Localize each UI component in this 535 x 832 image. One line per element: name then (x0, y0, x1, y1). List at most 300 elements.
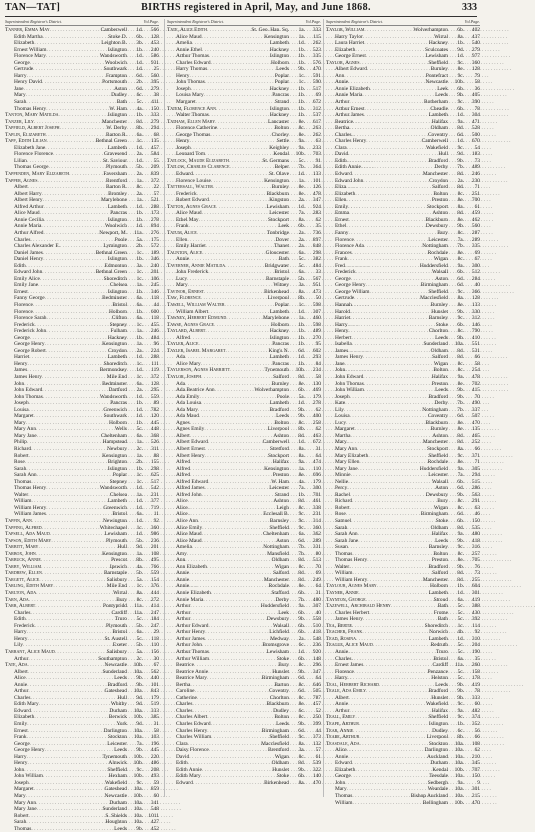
entry-name: Tarr, Albert (5, 603, 36, 610)
entry-district: Islington (269, 105, 289, 112)
entry-volume: 8a. (298, 452, 305, 459)
entry-page: 69 (474, 249, 480, 256)
entry-volume: 8e. (298, 118, 305, 125)
entry-district: Derby (434, 164, 448, 171)
entry-name: Taylor, Agnes (326, 59, 360, 66)
entry-district: Hull (438, 151, 448, 158)
entry-volume: 9b. (298, 413, 305, 420)
entry-district: W. Ham (271, 478, 289, 485)
entry-page: 495 (150, 557, 159, 564)
entry-volume: 9d. (136, 701, 143, 708)
entry-district: Sunderland (102, 806, 127, 813)
entry-page: 535 (471, 524, 480, 531)
entry-page: 705 (471, 557, 480, 564)
entry-name: Margaret (14, 413, 34, 420)
entry-volume: 1b. (298, 85, 305, 92)
entry-page: 92 (474, 629, 480, 636)
entry-district: Bolton (274, 125, 289, 132)
entry-page: 284 (471, 275, 480, 282)
entry-name: Emily Jane (14, 282, 39, 289)
entry-name: Tapping, Alfred (5, 524, 42, 531)
entry-name: Tatem, Florence Ann (167, 105, 217, 112)
entry-volume: 9a. (457, 779, 464, 786)
entry-volume: 8d. (457, 576, 464, 583)
entry-name: Alice (14, 675, 26, 682)
entry-name: Albert Henry (14, 197, 43, 204)
entry-district: Lewisham (425, 53, 448, 60)
entry-name: Alice Maud (176, 537, 202, 544)
entry-volume: 8e. (457, 380, 464, 387)
entry-name: Emily (14, 720, 28, 727)
entry-district: Lewisham (266, 203, 289, 210)
entry-district: Kendal (432, 766, 448, 773)
entry-page: 262 (312, 40, 321, 47)
entry-volume: 8d. (457, 171, 464, 178)
entry-volume: 8a. (136, 590, 143, 597)
entry-district: Chelsea (109, 282, 127, 289)
entry-volume: 6a. (136, 301, 143, 308)
entry-page: 395 (150, 79, 159, 86)
entry-district: Witney (273, 282, 289, 289)
entry-district: Marylebone (262, 315, 289, 322)
entry-name: Thomas Henry (14, 105, 47, 112)
entry-name: Tarbox, John (5, 550, 36, 557)
entry-name: John Edward (14, 387, 43, 394)
entry-name: Tear, Annie (326, 727, 354, 734)
entry-name: Annie Cecilia (14, 216, 44, 223)
entry-volume: 10a. (133, 688, 143, 695)
column-header-volume: Vol. (143, 19, 150, 24)
entry-name: George Henry (335, 282, 366, 289)
entry-volume: 9a. (457, 707, 464, 714)
entry-volume: 6b. (136, 33, 143, 40)
entry-volume: 9a. (298, 138, 305, 145)
entry-volume: 6a. (136, 380, 143, 387)
entry-page: 110 (151, 642, 159, 649)
entry-volume: 9c. (136, 779, 143, 786)
entry-volume: 7b. (298, 164, 305, 171)
entry-volume: 1d. (457, 635, 464, 642)
entry-name: Beatrice (176, 662, 194, 669)
entry-district: Lewisham (266, 648, 289, 655)
entry-district: Salford (432, 184, 448, 191)
entry-volume: 5c. (457, 616, 464, 623)
entry-name: Tarling, Edith Mary (5, 583, 54, 590)
entry-volume: 9a. (298, 144, 305, 151)
entry-page: 96 (153, 341, 159, 348)
entry-page: 461 (312, 498, 321, 505)
entry-name: Annie Maria (176, 596, 204, 603)
entry-page: 287 (471, 229, 480, 236)
entry-district: Plymouth (106, 537, 127, 544)
entry-page: 22 (153, 184, 159, 191)
entry-name: Annie (14, 681, 28, 688)
entry-volume: 1a. (298, 33, 305, 40)
entry-district: W. Derby (106, 125, 127, 132)
entry-volume: 2a. (298, 635, 305, 642)
entry-district: Bristol (112, 629, 127, 636)
entry-page: 132 (312, 740, 321, 747)
entry-page: 57 (315, 747, 321, 754)
entry-volume: 8a. (298, 779, 305, 786)
entry-district: Bolton (274, 714, 289, 721)
entry-name: Alfred (176, 465, 191, 472)
entry-name: Sarah (335, 524, 348, 531)
entry-name: Hannah (335, 301, 352, 308)
entry-district: Manchester (422, 576, 448, 583)
entry-page: 445 (150, 747, 159, 754)
entry-district: Whitechapel (99, 524, 127, 531)
entry-district: Bethnal Green (95, 249, 127, 256)
entry-district: Kensington (264, 177, 289, 184)
entry-district: Aston (435, 485, 448, 492)
entry-page: 58 (315, 373, 321, 380)
entry-page: 335 (471, 243, 480, 250)
entry-page: 576 (312, 59, 321, 66)
entry-district: Blackburn (266, 190, 289, 197)
entry-volume: 8a. (457, 446, 464, 452)
entry-district: Hunslet (431, 308, 448, 315)
entry-page: 69 (315, 570, 321, 577)
entry-volume: 8c. (298, 125, 305, 132)
entry-name: Tate, Alice Edith (167, 27, 207, 33)
entry-name: Richard (14, 446, 32, 452)
entry-district: Stockport (427, 203, 448, 210)
entry-page: 108 (471, 740, 480, 747)
entry-page: 390 (471, 99, 480, 106)
entry-district: Derby (275, 596, 289, 603)
entry-page: 135 (471, 426, 480, 433)
entry-district: Preston (431, 197, 448, 204)
entry-name: Daniel Henry (14, 256, 44, 263)
entry-name: George (335, 275, 351, 282)
entry-volume: 7b. (457, 406, 464, 413)
entry-name: Tayner, Annie (326, 590, 359, 597)
entry-name: Florence Louise (176, 177, 211, 184)
entry-volume: 8a. (457, 295, 464, 302)
entry-district: Bromley (108, 190, 127, 197)
entry-page: 559 (150, 393, 159, 400)
entry-name: Edith (14, 262, 26, 269)
entry-page: 542 (150, 485, 159, 492)
entry-district: St. Germans (262, 157, 289, 164)
entry-name: Annie (176, 256, 190, 263)
entry-district: Bradford (107, 681, 127, 688)
entry-district: Tynemouth (264, 367, 289, 374)
entry-district: Manchester (101, 118, 127, 125)
entry-page: 279 (150, 85, 159, 92)
entry-page: 507 (471, 413, 480, 420)
entry-page: 294 (150, 125, 159, 132)
entry-volume: 1d. (136, 53, 143, 60)
entry-name: Edith Martha (14, 33, 43, 40)
entry-volume: 1d. (136, 485, 143, 492)
entry-volume: 5c. (136, 99, 143, 106)
entry-page: 44 (315, 727, 321, 734)
entry-volume: 1b. (136, 400, 143, 407)
entry-name: George Robert (14, 347, 46, 354)
entry-volume: 9c. (457, 99, 464, 106)
entry-volume: 1d. (298, 354, 305, 361)
entry-page: 30 (153, 655, 159, 662)
entry-page: 67 (474, 256, 480, 263)
entry-district: Salisbury (106, 576, 127, 583)
entry-district: Barton R. (106, 131, 127, 138)
entry-volume: 1c. (136, 478, 143, 485)
entry-page: 346 (150, 288, 159, 295)
entry-name: Albert Edward (335, 66, 367, 73)
entry-name: Ethel (335, 223, 347, 230)
entry-name: Edith Mary (14, 701, 39, 708)
entry-page: 330 (471, 308, 480, 315)
column-header-district: Superintendent Registrar's District. (326, 19, 383, 24)
entry-district: Coventry (427, 413, 448, 420)
entry-name: Charles Henry (176, 727, 208, 734)
entry-page: 405 (471, 92, 480, 99)
entry-name: Arthur (335, 99, 350, 106)
entry-district: Wigan (274, 563, 289, 570)
entry-page: 61 (315, 753, 321, 760)
entry-district: Bolton (433, 190, 448, 197)
entry-volume: 7b. (457, 164, 464, 171)
entry-volume: 8b. (457, 734, 464, 741)
entry-name: Arthur William (176, 655, 210, 662)
entry-name: John William (335, 387, 364, 394)
entry-district: Derby (434, 400, 448, 407)
entry-volume: 9b. (298, 668, 305, 675)
entry-name: George Henry (14, 747, 45, 754)
entry-page: 304 (471, 112, 480, 119)
entry-page: 486 (150, 760, 159, 767)
entry-page: 62 (315, 426, 321, 433)
entry-district: Aston (114, 85, 127, 92)
entry-name: Frederick John (14, 328, 47, 335)
entry-district: Cheadle (430, 105, 448, 112)
entry-page: 240 (150, 262, 159, 269)
entry-name: Florence Florence (14, 151, 54, 158)
entry-volume: 8b. (298, 295, 305, 302)
entry-name: Mary Ellen (335, 459, 360, 466)
entry-name: Tawse, Agnes Grace (167, 321, 214, 328)
entry-name: David (176, 753, 190, 760)
entry-district: Lambeth (428, 635, 448, 642)
entry-page: 453 (150, 40, 159, 47)
entry-district: Wirral (113, 590, 127, 597)
entry-volume: 9a. (457, 262, 464, 269)
entry-page: 55 (153, 157, 159, 164)
entry-volume: 6a. (457, 655, 464, 662)
entry-volume: 1d. (457, 590, 464, 597)
entry-district: Leeds (435, 681, 448, 688)
entry-district: Bradford (428, 157, 448, 164)
entry-name: Lilian (14, 157, 27, 164)
entry-district: Poole (114, 236, 127, 243)
entry-district: Hunslet (431, 694, 448, 701)
entry-volume: 5a. (136, 648, 143, 655)
entry-district: Wakefield (425, 144, 448, 151)
entry-name: Thomas Henry (14, 485, 47, 492)
entry-name: George (14, 334, 30, 341)
entry-name: Tatton, Agnes Grace (167, 203, 216, 210)
entry-district: Newbury (106, 446, 127, 452)
entry-volume: 1c. (136, 583, 143, 590)
entry-district: Leicester (428, 472, 448, 479)
entry-page: 66 (474, 446, 480, 452)
entry-page: 56 (474, 727, 480, 734)
entry-volume: 9b. (298, 66, 305, 73)
entry-name: William Henry (14, 504, 47, 511)
entry-name: Elizabeth Jane (14, 144, 46, 151)
entry-district: Salford (273, 570, 289, 577)
entry-page: 528 (471, 125, 480, 132)
entry-page: 338 (312, 504, 321, 511)
entry-volume: 1d. (298, 400, 305, 407)
entry-volume: 8d. (298, 576, 305, 583)
entry-name: Taylor, William (326, 27, 365, 33)
entry-name: George Henry (14, 341, 45, 348)
entry-district: Leeds (276, 720, 289, 727)
entry-page: 787 (312, 694, 321, 701)
entry-page: 236 (150, 537, 159, 544)
entry-district: Rochdale (427, 459, 448, 466)
entry-volume: 1d. (136, 531, 143, 538)
entry-volume: 9c. (457, 315, 464, 322)
entry-volume: 6b. (298, 609, 305, 616)
entry-name: Arthur (14, 655, 29, 662)
entry-district: Stockport (268, 452, 289, 459)
entry-name: Mary Jane (335, 465, 358, 472)
entry-district: Camberwell (421, 138, 448, 145)
entry-name: Annie (335, 753, 349, 760)
entry-volume: 8c. (457, 190, 464, 197)
entry-name: Albert Henry (176, 452, 205, 459)
entry-district: Salford (273, 373, 289, 380)
entry-district: Lambeth (269, 354, 289, 361)
entry-name: Margaret (176, 99, 196, 106)
entry-volume: 1d. (136, 367, 143, 374)
entry-page: 1011 (148, 812, 159, 819)
entry-district: Sheffield (428, 288, 448, 295)
entry-name: David (335, 151, 349, 158)
entry-district: Alnwick (108, 760, 127, 767)
entry-volume: 9b. (298, 616, 305, 623)
entry-volume: 6b. (298, 629, 305, 636)
entry-name: Tanton, Mary Matilda (5, 112, 59, 119)
entry-name: Robert (335, 504, 350, 511)
entry-page: 128 (150, 33, 159, 40)
entry-district: W. Ham (109, 105, 127, 112)
entry-name: Amy (176, 550, 187, 557)
entry-page: 300 (312, 485, 321, 492)
entry-page: 108 (150, 550, 159, 557)
entry-volume: 1b. (298, 491, 305, 498)
entry-district: Islington (107, 288, 127, 295)
entry-district: Aston (435, 275, 448, 282)
entry-district: Pancras (110, 400, 127, 407)
entry-district: Coventry (427, 131, 448, 138)
entry-district: Burnley (430, 301, 448, 308)
entry-district: Stoke D. (108, 33, 127, 40)
entry-volume: 1b. (298, 92, 305, 99)
entry-page: 418 (471, 537, 480, 544)
entry-volume: 1a. (136, 452, 143, 459)
entry-name: Ada Emily (176, 393, 200, 400)
entry-district: Bradford (269, 406, 289, 413)
entry-name: Lily (14, 642, 23, 649)
entry-page: 333 (312, 27, 321, 33)
entry-page: 566 (150, 27, 159, 33)
entry-district: Bath (116, 99, 127, 106)
entry-volume: 9b. (457, 563, 464, 570)
entry-page: 279 (150, 118, 159, 125)
entry-name: Elizabeth (14, 40, 35, 47)
entry-district: Cheltenham (262, 531, 289, 538)
entry-page: 548 (312, 635, 321, 642)
entry-district: Strand (274, 491, 289, 498)
entry-page: 40 (474, 282, 480, 289)
entry-page: 67 (153, 662, 159, 669)
entry-volume: 8a. (457, 33, 464, 40)
entry-page: 859 (150, 786, 159, 793)
entry-volume: 7a. (457, 236, 464, 243)
entry-volume: 9b. (457, 688, 464, 695)
entry-page: 478 (312, 190, 321, 197)
entry-district: Leeds (114, 747, 127, 754)
entry-page: 410 (471, 334, 480, 341)
entry-volume: 1d. (136, 406, 143, 413)
entry-name: Ellen (176, 236, 188, 243)
entry-page: 300 (471, 262, 480, 269)
entry-volume: 1a. (136, 197, 143, 204)
entry-volume: 8e. (298, 190, 305, 197)
entry-page: 69 (315, 92, 321, 99)
entry-page: 448 (150, 426, 159, 433)
entry-name: Harry Thomas (176, 66, 208, 73)
entry-district: St. Saviour (103, 157, 127, 164)
entry-district: St. Austell (104, 635, 127, 642)
entry-name: Arthur Ernest (335, 105, 365, 112)
entry-volume: 11a. (134, 609, 143, 616)
entry-name: Arthur John (176, 642, 202, 649)
entry-name: Henry (14, 635, 28, 642)
entry-name: William (335, 570, 353, 577)
entry-name: Annie Elizabeth (335, 85, 370, 92)
entry-volume: 8a. (298, 740, 305, 747)
entry-volume: 6a. (136, 131, 143, 138)
entry-name: Tarn, Ada (5, 596, 29, 603)
entry-district: Poplar (274, 301, 289, 308)
entry-volume: 3a. (136, 262, 143, 269)
entry-name: Arthur Henry (176, 629, 206, 636)
entry-volume: 6c. (298, 707, 305, 714)
entry-district: Halifax (431, 118, 448, 125)
entry-district: Leeds (435, 537, 448, 544)
entry-page: 559 (150, 570, 159, 577)
entry-page: 519 (150, 701, 159, 708)
entry-volume: 1c. (136, 373, 143, 380)
entry-name: Bertha (335, 125, 350, 132)
entry-page: 400 (312, 413, 321, 420)
entry-volume: 10b. (295, 151, 305, 158)
entry-name: Margaret (14, 786, 34, 793)
entry-name: Targett, Alice (5, 576, 40, 583)
entry-volume: 9b. (298, 720, 305, 727)
entry-volume: 1a. (136, 550, 143, 557)
entry-name: Mary (335, 439, 347, 446)
entry-name: Sarah Jane (335, 537, 359, 544)
entry-volume: 2b. (136, 459, 143, 466)
entry-volume: 6d. (457, 275, 464, 282)
